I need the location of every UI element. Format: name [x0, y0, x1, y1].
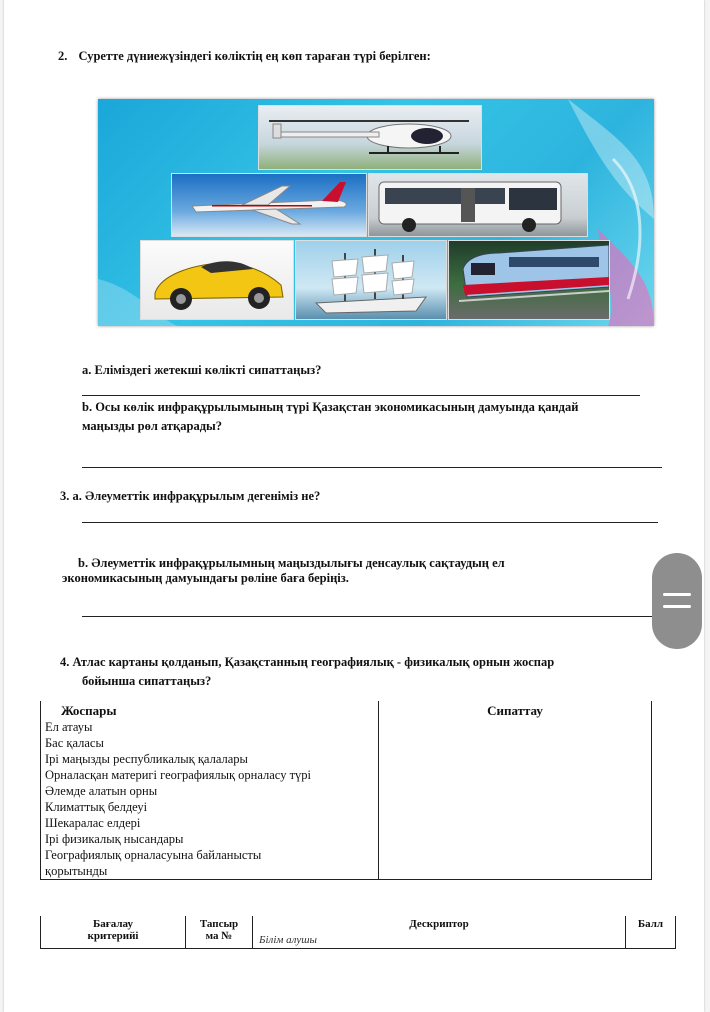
- plan-item: Бас қаласы: [41, 735, 379, 751]
- plan-item: Ірі физикалық нысандары: [41, 831, 379, 847]
- criteria-col-header: [41, 916, 186, 949]
- description-cell[interactable]: [379, 783, 652, 799]
- description-cell[interactable]: [379, 767, 652, 783]
- menu-lines-icon: [663, 605, 691, 608]
- plan-item: Ірі маңызды республикалық қалалары: [41, 751, 379, 767]
- question-3b-line1: b. Әлеуметтік инфрақұрылымның маңыздылығы денсаулық сақтаудың ел: [78, 556, 505, 570]
- criteria-header-row: [41, 916, 676, 949]
- criteria-table: [40, 916, 676, 949]
- plan-item-line1: Географиялық орналасуына байланысты: [45, 848, 262, 862]
- question-2a: a. Еліміздегі жетекші көлікті сипаттаңыз?: [82, 363, 322, 377]
- sports-car-photo: [140, 240, 294, 320]
- menu-lines-icon: [663, 593, 691, 596]
- description-cell[interactable]: [379, 847, 652, 880]
- task-number-header: [186, 916, 253, 949]
- plan-item: Шекаралас елдері: [41, 815, 379, 831]
- table-row: [41, 751, 652, 767]
- answer-line: [82, 395, 640, 396]
- airplane-photo: [171, 173, 367, 237]
- question-3b-line2: экономикасының дамуындағы рөліне баға беріңіз.: [62, 571, 349, 585]
- table-row: [41, 719, 652, 735]
- train-photo: [448, 240, 610, 320]
- table-row: [41, 815, 652, 831]
- document-page: [4, 0, 704, 1012]
- plan-table: [40, 701, 652, 880]
- scroll-handle[interactable]: [652, 553, 702, 649]
- question-2b-line1: b. Осы көлік инфрақұрылымының түрі Қазақстан экономикасының дамуында қандай: [82, 400, 579, 414]
- description-cell[interactable]: [379, 751, 652, 767]
- question-number: 2.: [58, 49, 68, 63]
- plan-item: Әлемде алатын орны: [41, 783, 379, 799]
- description-cell[interactable]: [379, 815, 652, 831]
- description-cell[interactable]: [379, 831, 652, 847]
- description-cell[interactable]: [379, 719, 652, 735]
- plan-item: [41, 847, 379, 880]
- table-row: [41, 831, 652, 847]
- table-header-row: [41, 701, 652, 719]
- description-cell[interactable]: [379, 799, 652, 815]
- sailing-ship-photo: [295, 240, 447, 320]
- task-label-line1: Тапсыр: [199, 918, 239, 930]
- answer-line: [82, 616, 654, 617]
- question-4-line2: бойынша сипаттаңыз?: [82, 674, 212, 688]
- descriptor-header: [253, 916, 626, 949]
- question-3a: 3. a. Әлеуметтік инфрақұрылым дегеніміз не?: [60, 489, 321, 503]
- answer-line: [82, 467, 662, 468]
- criteria-label-line1: Бағалау: [93, 918, 133, 930]
- description-cell[interactable]: [379, 735, 652, 751]
- transport-collage: [98, 99, 654, 326]
- answer-line: [82, 522, 658, 523]
- plan-item: Ел атауы: [41, 719, 379, 735]
- description-header: Сипаттау: [379, 701, 652, 719]
- plan-item-line2: қорытынды: [45, 864, 108, 878]
- bus-photo: [368, 173, 588, 237]
- descriptor-sub-label: Білім алушы: [259, 934, 317, 946]
- plan-item: Орналасқан материгі географиялық орналасу түрі: [41, 767, 379, 783]
- helicopter-photo: [258, 105, 482, 170]
- score-header: Балл: [626, 916, 676, 949]
- question-4-line1: 4. Атлас картаны қолданып, Қазақстанның географиялық - физикалық орнын жоспар: [60, 655, 555, 669]
- descriptor-label: Дескриптор: [409, 918, 469, 930]
- table-row: [41, 767, 652, 783]
- question-2-title: [58, 48, 431, 65]
- plan-header: Жоспары: [41, 701, 379, 719]
- task-label-line2: ма №: [205, 930, 233, 942]
- table-row: [41, 735, 652, 751]
- table-row: [41, 799, 652, 815]
- plan-item: Климаттық белдеуі: [41, 799, 379, 815]
- table-row: [41, 847, 652, 880]
- criteria-label-line2: критерийі: [87, 930, 139, 942]
- question-2-text: Суретте дүниежүзіндегі көліктің ең көп тараған түрі берілген:: [78, 49, 431, 63]
- question-2b-line2: маңызды рөл атқарады?: [82, 419, 223, 433]
- table-row: [41, 783, 652, 799]
